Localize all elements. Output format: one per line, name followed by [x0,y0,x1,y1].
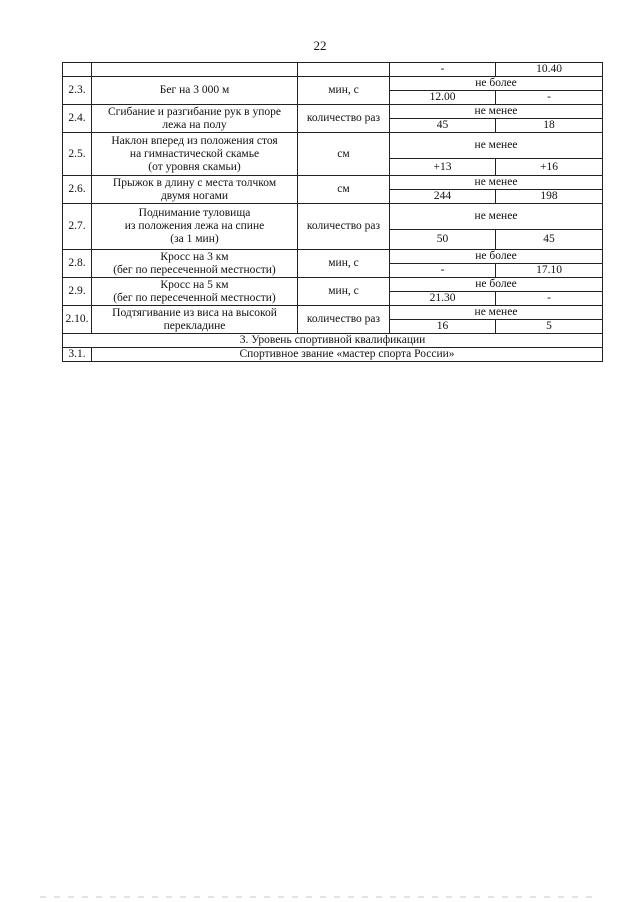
section-heading-row [63,334,603,348]
row-number: 2.9. [63,278,92,306]
exercise-name-line: (от уровня скамьи) [148,160,241,173]
exercise-name [92,204,298,250]
condition-cell: не более [390,77,603,91]
value-cell-2: 5 [496,320,603,334]
unit-cell: мин, с [298,77,390,105]
condition-cell: не менее [390,105,603,119]
table-row [63,306,603,320]
exercise-name [92,77,298,105]
value-cell-1: 12.00 [390,91,496,105]
table-row [63,204,603,230]
unit-cell: см [298,133,390,176]
table-row [63,77,603,91]
value-cell-2: 198 [496,190,603,204]
condition-cell: не более [390,250,603,264]
table-row [63,348,603,362]
value-cell-2: - [496,292,603,306]
value-cell-2: - [496,91,603,105]
value-cell-2: 18 [496,119,603,133]
exercise-name-line: (за 1 мин) [170,233,219,245]
row-number: 3.1. [63,348,92,362]
exercise-name-line: Кросс на 5 км [160,278,229,291]
exercise-name [92,176,298,204]
value-cell-1: - [390,264,496,278]
exercise-name [92,306,298,334]
value-cell-1: 50 [390,230,496,250]
table-row [63,250,603,264]
unit-cell [298,63,390,77]
exercise-name-line: (бег по пересеченной местности) [113,263,276,276]
table-row [63,176,603,190]
exercise-name-line: Подтягивание из виса на высокой [112,306,277,319]
unit-cell: количество раз [298,306,390,334]
exercise-name [92,105,298,133]
condition-cell: не более [390,278,603,292]
unit-cell: мин, с [298,278,390,306]
exercise-name [92,133,298,176]
qualification-text: Спортивное звание «мастер спорта России» [92,348,603,362]
name-cell [92,63,298,77]
section-heading: 3. Уровень спортивной квалификации [63,334,603,348]
unit-cell: количество раз [298,204,390,250]
row-number: 2.4. [63,105,92,133]
row-number: 2.8. [63,250,92,278]
value-cell-1: +13 [390,159,496,176]
unit-cell: количество раз [298,105,390,133]
exercise-name-line: Прыжок в длину с места толчком [112,176,277,189]
row-number: 2.3. [63,77,92,105]
value-cell-2: 45 [496,230,603,250]
row-number: 2.5. [63,133,92,176]
table-row [63,278,603,292]
value-cell-1: 45 [390,119,496,133]
standards-table [62,62,603,362]
unit-cell: см [298,176,390,204]
exercise-name-line: Наклон вперед из положения стоя [111,134,278,147]
value-cell-2: 17.10 [496,264,603,278]
exercise-name-line: перекладине [163,319,226,332]
exercise-name [92,250,298,278]
condition-cell: не менее [390,133,603,159]
value-cell-1: - [390,63,496,77]
scan-artifact [40,896,600,898]
condition-cell: не менее [390,204,603,230]
row-number: 2.10. [63,306,92,334]
value-cell-1: 244 [390,190,496,204]
value-cell-1: 16 [390,320,496,334]
condition-cell: не менее [390,176,603,190]
condition-cell: не менее [390,306,603,320]
exercise-name-line: Кросс на 3 км [160,250,229,263]
exercise-name-line: двумя ногами [160,189,229,202]
exercise-name-line: Сгибание и разгибание рук в упоре [108,105,281,118]
row-number: 2.7. [63,204,92,250]
row-number: 2.6. [63,176,92,204]
exercise-name-line: Бег на 3 000 м [159,84,230,96]
table-row [63,133,603,159]
value-cell-2: 10.40 [496,63,603,77]
page-number: 22 [313,38,327,53]
table-row [63,105,603,119]
value-cell-1: 21.30 [390,292,496,306]
num-cell [63,63,92,77]
unit-cell: мин, с [298,250,390,278]
exercise-name-line: на гимнастической скамье [129,147,260,160]
exercise-name-line: из положения лежа на спине [124,220,265,232]
table-row-continued [63,63,603,77]
exercise-name-line: (бег по пересеченной местности) [113,291,276,304]
exercise-name [92,278,298,306]
exercise-name-line: Поднимание туловища [138,207,251,219]
exercise-name-line: лежа на полу [162,118,227,131]
value-cell-2: +16 [496,159,603,176]
